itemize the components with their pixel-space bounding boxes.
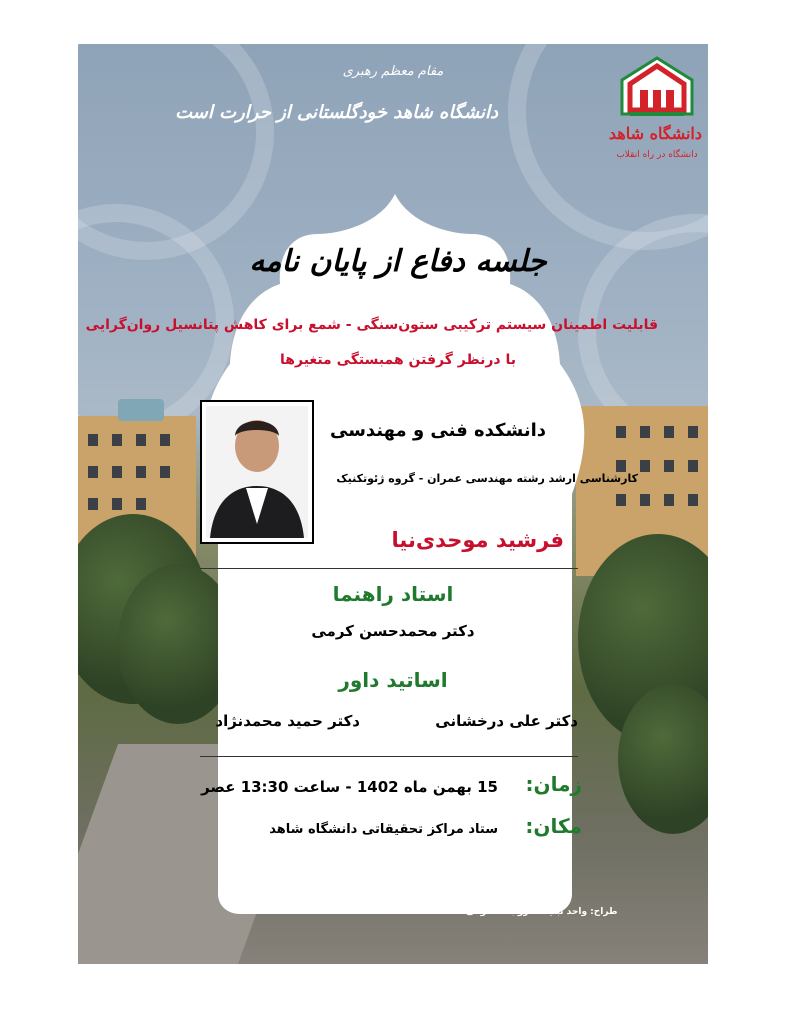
- divider: [200, 568, 578, 569]
- program-name: کارشناسی ارشد رشته مهندسی عمران - گروه ژئوتکنیک: [336, 472, 638, 485]
- examiner-2-name: دکتر حمید محمدنژاد: [215, 712, 360, 730]
- thesis-title-line1: قابلیت اطمینان سیستم ترکیبی ستون‌سنگی - شمع برای کاهش پتانسیل روان‌گرایی: [85, 317, 658, 333]
- header-quote: دانشگاه شاهد خودگلستانی از حرارت است: [175, 102, 498, 123]
- header-subtitle: مقام معظم رهبری: [342, 64, 444, 79]
- university-logo: [608, 54, 702, 174]
- faculty-name: دانشکده فنی و مهندسی: [330, 420, 546, 441]
- student-name: فرشید موحدی‌نیا: [391, 528, 564, 552]
- content-card: [200, 194, 590, 914]
- designer-credit: طراح: واحد تبلیغات روابط عمومی: [466, 907, 618, 917]
- water-tank: [118, 399, 164, 421]
- place-label: مکان:: [525, 814, 582, 838]
- time-value: 15 بهمن ماه 1402 - ساعت 13:30 عصر: [201, 778, 498, 796]
- examiner-1-name: دکتر علی درخشانی: [435, 712, 578, 730]
- event-title: جلسه دفاع از پایان نامه: [249, 244, 547, 279]
- examiners-heading: اساتید داور: [338, 668, 448, 692]
- place-value: ستاد مراکز تحقیقاتی دانشگاه شاهد: [269, 822, 498, 837]
- student-photo: [200, 400, 314, 544]
- supervisor-name: دکتر محمدحسن کرمی: [311, 622, 475, 640]
- supervisor-heading: استاد راهنما: [332, 582, 454, 606]
- thesis-title-line2: با درنظر گرفتن همبستگی متغیرها: [280, 352, 516, 368]
- person-avatar-icon: [206, 406, 308, 538]
- time-label: زمان:: [525, 772, 582, 796]
- card-shape: [200, 194, 590, 914]
- logo-name: دانشگاه شاهد: [608, 124, 702, 143]
- logo-tagline: دانشگاه در راه انقلاب: [616, 150, 698, 160]
- divider: [200, 756, 578, 757]
- header-calligraphy: [175, 50, 498, 150]
- poster-background: [78, 44, 708, 964]
